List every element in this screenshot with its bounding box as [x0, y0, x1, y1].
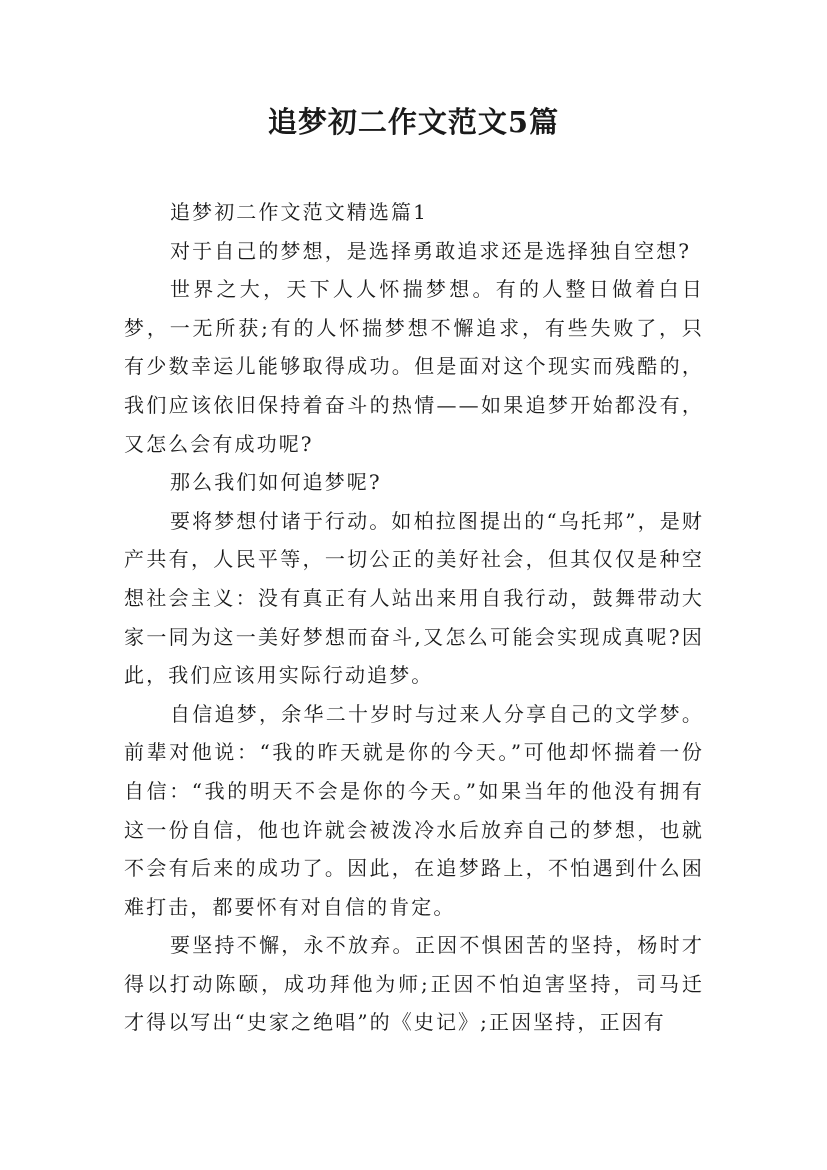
- paragraph: 世界之大，天下人人怀揣梦想。有的人整日做着白日梦，一无所获;有的人怀揣梦想不懈追求，有些失败了，只有少数幸运儿能够取得成功。但是面对这个现实而残酷的，我们应该依旧保持着奋斗的热情——如果追梦开始都没有，又怎么会有成功呢?: [124, 277, 704, 456]
- paragraph: 自信追梦，余华二十岁时与过来人分享自己的文学梦。前辈对他说：“我的昨天就是你的今天。”可他却怀揣着一份自信：“我的明天不会是你的今天。”如果当年的他没有拥有这一份自信，他也许就会被泼冷水后放弃自己的梦想，也就不会有后来的成功了。因此，在追梦路上，不怕遇到什么困难打击，都要怀有对自信的肯定。: [124, 701, 704, 919]
- paragraph: 要将梦想付诸于行动。如柏拉图提出的“乌托邦”，是财产共有，人民平等，一切公正的美好社会，但其仅仅是种空想社会主义：没有真正有人站出来用自我行动，鼓舞带动大家一同为这一美好梦想而奋斗,又怎么可能会实现成真呢?因此，我们应该用实际行动追梦。: [124, 508, 704, 688]
- section-heading: 追梦初二作文范文精选篇1: [170, 200, 428, 224]
- paragraph: 那么我们如何追梦呢?: [170, 470, 382, 495]
- document-body: [124, 193, 704, 1042]
- paragraph: 对于自己的梦想，是选择勇敢追求还是选择独自空想?: [170, 238, 692, 263]
- paragraph: 要坚持不懈，永不放弃。正因不惧困苦的坚持，杨时才得以打动陈颐，成功拜他为师;正因不怕迫害坚持，司马迁才得以写出“史家之绝唱”的《史记》;正因坚持，正因有: [124, 933, 704, 1035]
- document-title: 追梦初二作文范文5篇: [267, 105, 560, 139]
